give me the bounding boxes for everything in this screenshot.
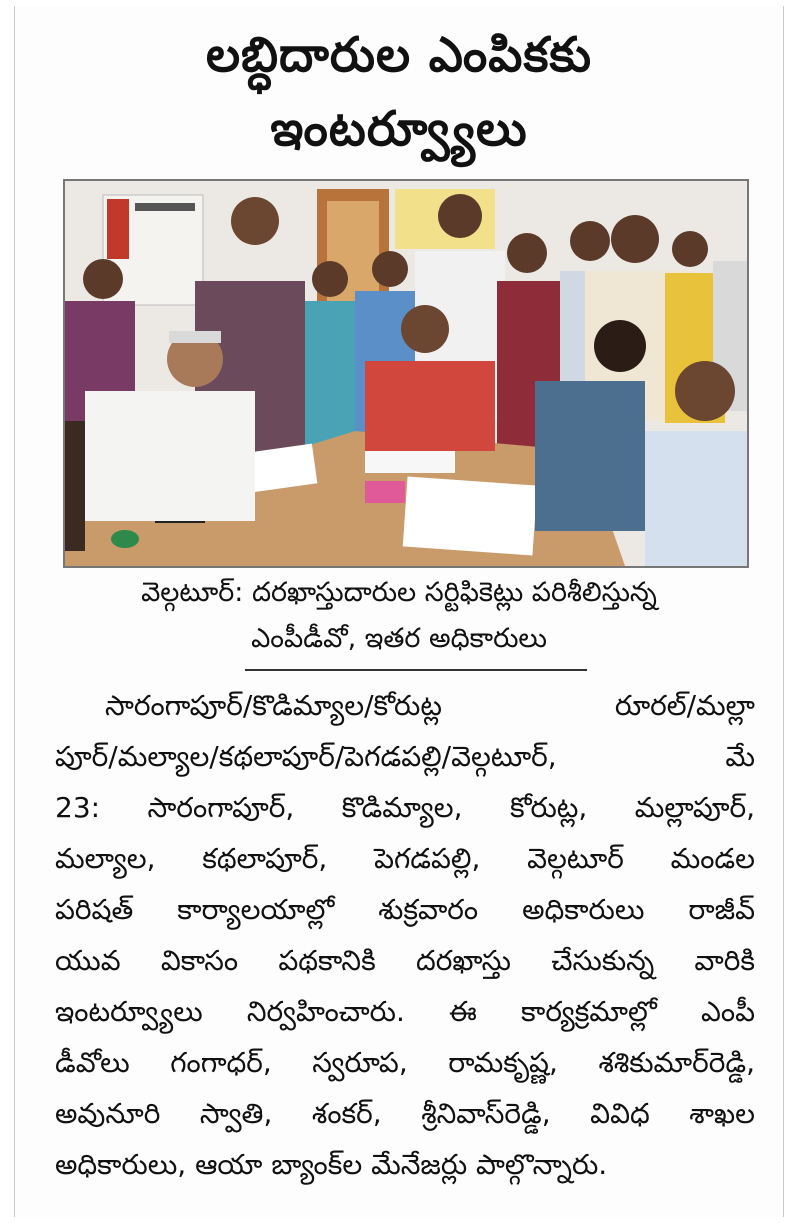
body-line-8: డీవోలు గంగాధర్, స్వరూప, రామకృష్ణ, శశికుమార్‌రెడ్డి, bbox=[55, 1046, 755, 1079]
caption-divider bbox=[245, 669, 587, 671]
body-line-7: ఇంటర్వ్యూలు నిర్వహించారు. ఈ కార్యక్రమాల్లో ఎంపీ bbox=[55, 995, 755, 1028]
body-line-1: సారంగాపూర్/కొడిమ్యాల/కోరుట్ల రూరల్/మల్లా bbox=[105, 689, 755, 722]
body-line-5: పరిషత్ కార్యాలయాల్లో శుక్రవారం అధికారులు రాజీవ్ bbox=[55, 893, 755, 926]
photo-illustration bbox=[65, 181, 747, 566]
headline-line-2: ఇంటర్వ్యూలు bbox=[270, 101, 528, 157]
photo-caption-line-1: వెల్గటూర్: దరఖాస్తుదారుల సర్టిఫికెట్లు పరిశీలిస్తున్న bbox=[141, 577, 657, 608]
body-line-3: 23: సారంగాపూర్, కొడిమ్యాల, కోరుట్ల, మల్లాపూర్, bbox=[55, 791, 755, 824]
news-clipping bbox=[14, 6, 784, 1217]
body-line-6: యువ వికాసం పథకానికి దరఖాస్తు చేసుకున్న వారికి bbox=[55, 944, 755, 977]
body-line-9: అవునూరి స్వాతి, శంకర్, శ్రీనివాస్‌రెడ్డి, వివిధ శాఖల bbox=[55, 1097, 755, 1130]
body-line-10: అధికారులు, ఆయా బ్యాంక్‌ల మేనేజర్లు పాల్గొన్నారు. bbox=[55, 1148, 608, 1181]
photo-caption-line-2: ఎంపీడీవో, ఇతర అధికారులు bbox=[251, 623, 547, 654]
body-line-4: మల్యాల, కథలాపూర్, పెగడపల్లి, వెల్గటూర్ మండల bbox=[55, 842, 755, 875]
headline-line-1: లబ్ధిదారుల ఎంపికకు bbox=[205, 27, 593, 83]
body-line-2: పూర్/మల్యాల/కథలాపూర్/పెగడపల్లి/వెల్గటూర్, మే bbox=[55, 740, 755, 773]
news-photo bbox=[63, 179, 749, 568]
